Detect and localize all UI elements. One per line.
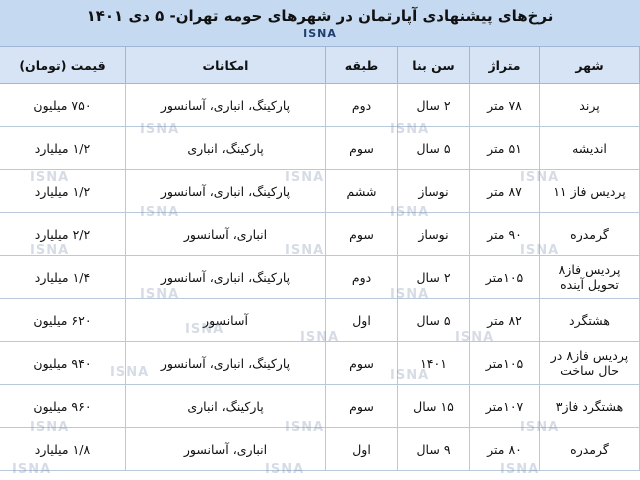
cell-price: ۱/۲ میلیارد xyxy=(0,127,126,170)
cell-age: ۱۵ سال xyxy=(398,385,470,428)
watermark-text: ISNA xyxy=(390,368,430,383)
column-header-floor: طبقه xyxy=(326,47,398,84)
column-header-area: متراژ xyxy=(470,47,540,84)
apartment-rates-table xyxy=(0,46,640,471)
watermark-text: ISNA xyxy=(140,205,180,220)
cell-area: ۷۸ متر xyxy=(470,84,540,127)
table-row xyxy=(0,428,640,471)
cell-amenities: انباری، آسانسور xyxy=(126,213,326,256)
cell-price: ۱/۸ میلیارد xyxy=(0,428,126,471)
cell-age: نوساز xyxy=(398,213,470,256)
cell-price: ۱/۲ میلیارد xyxy=(0,170,126,213)
title-bar xyxy=(0,0,640,46)
watermark-text: ISNA xyxy=(30,420,70,435)
cell-area: ۸۲ متر xyxy=(470,299,540,342)
cell-floor: سوم xyxy=(326,213,398,256)
cell-price: ۶۲۰ میلیون xyxy=(0,299,126,342)
cell-area: ۱۰۷متر xyxy=(470,385,540,428)
brand-label: ISNA xyxy=(303,27,337,40)
column-header-age: سن بنا xyxy=(398,47,470,84)
cell-city: پردیس فاز ۱۱ xyxy=(540,170,640,213)
cell-area: ۹۰ متر xyxy=(470,213,540,256)
cell-city: گرمدره xyxy=(540,213,640,256)
watermark-text: ISNA xyxy=(285,243,325,258)
table-row xyxy=(0,213,640,256)
column-header-price: قیمت (تومان) xyxy=(0,47,126,84)
cell-price: ۲/۲ میلیارد xyxy=(0,213,126,256)
cell-city: هشتگرد فاز۳ xyxy=(540,385,640,428)
cell-age: ۵ سال xyxy=(398,127,470,170)
watermark-text: ISNA xyxy=(30,170,70,185)
cell-area: ۱۰۵متر xyxy=(470,256,540,299)
cell-city: پردیس فاز۸ در حال ساخت xyxy=(540,342,640,385)
cell-floor: سوم xyxy=(326,342,398,385)
cell-area: ۵۱ متر xyxy=(470,127,540,170)
cell-age: ۵ سال xyxy=(398,299,470,342)
cell-floor: دوم xyxy=(326,84,398,127)
cell-floor: سوم xyxy=(326,127,398,170)
cell-amenities: انباری، آسانسور xyxy=(126,428,326,471)
table-row xyxy=(0,127,640,170)
watermark-text: ISNA xyxy=(455,330,495,345)
table-header-row xyxy=(0,47,640,84)
cell-floor: ششم xyxy=(326,170,398,213)
cell-amenities: آسانسور xyxy=(126,299,326,342)
watermark-text: ISNA xyxy=(265,462,305,477)
cell-amenities: پارکینگ، انباری xyxy=(126,385,326,428)
column-header-city: شهر xyxy=(540,47,640,84)
watermark-text: ISNA xyxy=(30,243,70,258)
watermark-text: ISNA xyxy=(140,287,180,302)
watermark-text: ISNA xyxy=(285,170,325,185)
watermark-text: ISNA xyxy=(520,170,560,185)
watermark-text: ISNA xyxy=(390,287,430,302)
cell-age: ۱۴۰۱ xyxy=(398,342,470,385)
cell-floor: سوم xyxy=(326,385,398,428)
cell-area: ۸۷ متر xyxy=(470,170,540,213)
cell-age: ۲ سال xyxy=(398,256,470,299)
cell-city: پردیس فاز۸ تحویل آینده xyxy=(540,256,640,299)
cell-price: ۹۴۰ میلیون xyxy=(0,342,126,385)
table-body xyxy=(0,84,640,471)
cell-city: پرند xyxy=(540,84,640,127)
table-row xyxy=(0,84,640,127)
cell-amenities: پارکینگ، انباری xyxy=(126,127,326,170)
cell-area: ۱۰۵متر xyxy=(470,342,540,385)
page-title: نرخ‌های پیشنهادی آپارتمان در شهرهای حومه تهران- ۵ دی ۱۴۰۱ xyxy=(86,7,554,25)
watermark-text: ISNA xyxy=(300,330,340,345)
cell-price: ۱/۴ میلیارد xyxy=(0,256,126,299)
cell-age: نوساز xyxy=(398,170,470,213)
column-header-amenities: امکانات xyxy=(126,47,326,84)
watermark-text: ISNA xyxy=(500,462,540,477)
cell-amenities: پارکینگ، انباری، آسانسور xyxy=(126,170,326,213)
watermark-text: ISNA xyxy=(185,322,225,337)
table-row xyxy=(0,256,640,299)
table-row xyxy=(0,299,640,342)
watermark-text: ISNA xyxy=(140,122,180,137)
cell-floor: اول xyxy=(326,428,398,471)
table-row xyxy=(0,342,640,385)
cell-floor: اول xyxy=(326,299,398,342)
cell-price: ۹۶۰ میلیون xyxy=(0,385,126,428)
cell-amenities: پارکینگ، انباری، آسانسور xyxy=(126,342,326,385)
watermark-text: ISNA xyxy=(390,122,430,137)
watermark-text: ISNA xyxy=(110,365,150,380)
watermark-text: ISNA xyxy=(12,462,52,477)
cell-age: ۹ سال xyxy=(398,428,470,471)
cell-city: هشتگرد xyxy=(540,299,640,342)
table-row xyxy=(0,170,640,213)
cell-age: ۲ سال xyxy=(398,84,470,127)
cell-amenities: پارکینگ، انباری، آسانسور xyxy=(126,84,326,127)
cell-amenities: پارکینگ، انباری، آسانسور xyxy=(126,256,326,299)
cell-city: گرمدره xyxy=(540,428,640,471)
cell-city: اندیشه xyxy=(540,127,640,170)
watermark-text: ISNA xyxy=(520,420,560,435)
cell-area: ۸۰ متر xyxy=(470,428,540,471)
watermark-text: ISNA xyxy=(285,420,325,435)
watermark-text: ISNA xyxy=(390,205,430,220)
cell-floor: دوم xyxy=(326,256,398,299)
table-row xyxy=(0,385,640,428)
cell-price: ۷۵۰ میلیون xyxy=(0,84,126,127)
watermark-text: ISNA xyxy=(520,243,560,258)
